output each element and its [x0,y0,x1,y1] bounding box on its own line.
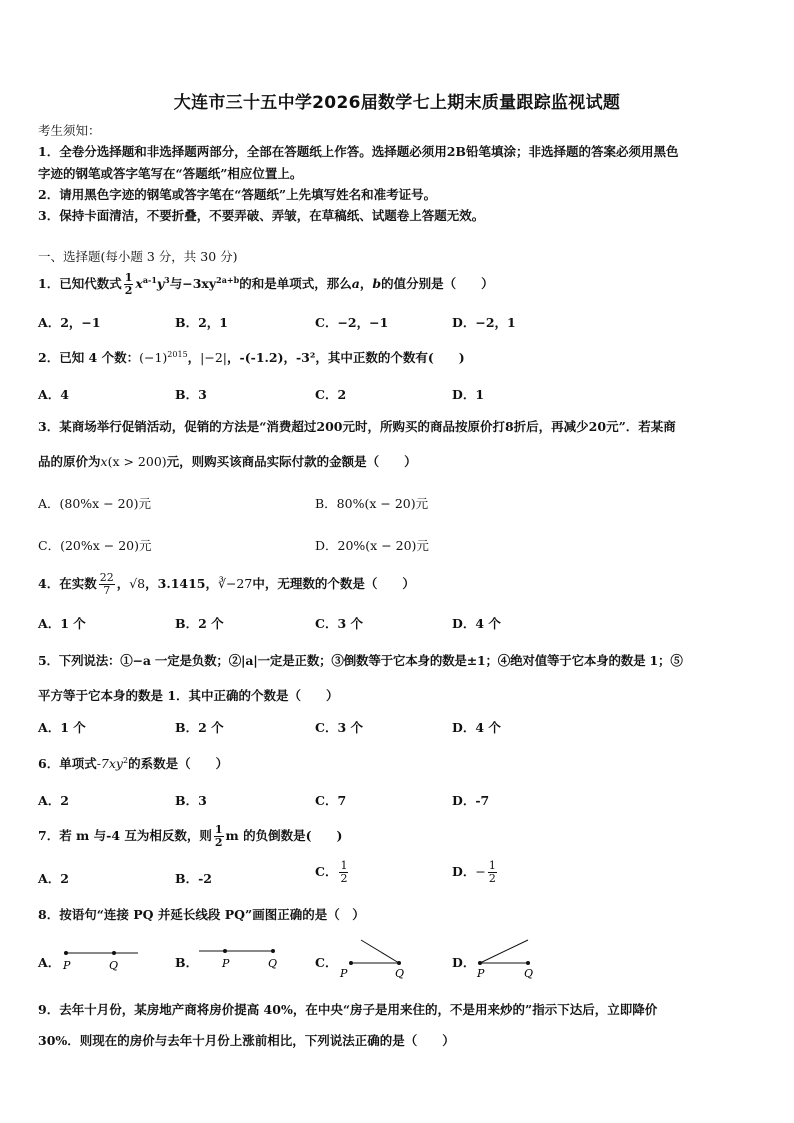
q8-option-d-label[interactable]: D． [452,955,476,970]
q4-option-d[interactable]: D．4 个 [452,616,501,631]
q8-option-a-label[interactable]: A． [38,955,61,970]
q6-option-c[interactable]: C．7 [315,793,347,808]
q2-option-a[interactable]: A．4 [38,387,69,402]
q4-fraction [99,572,115,597]
question-7-stem [38,824,342,849]
q8-a-label-p: P [63,959,71,972]
q2-expr1: (−1) [139,350,168,365]
q1-frac-num: 1 [124,271,133,284]
q7-frac-den: 2 [214,836,223,849]
question-6-stem [38,754,228,772]
q2-pre: 2．已知 4 个数： [38,350,140,365]
q3-var-x: x [100,454,108,469]
q4-sqrt8: √8 [129,576,146,591]
q2-rest: ，-(-1.2)，-3²，其中正数的个数有( ) [227,350,465,365]
exam-title: 大连市三十五中学2026届数学七上期末质量跟踪监视试题 [173,93,621,113]
question-9-line1: 9．去年十月份，某房地产商将房价提高 40%，在中央“房子是用来住的，不是用来炒的”指示下达后，立即降价 [38,1002,658,1017]
q6-option-b[interactable]: B．3 [175,793,207,808]
q1-term1-xexp: a-1 [142,274,157,285]
q4-frac-num: 22 [99,571,114,584]
q7-option-a[interactable]: A．2 [38,871,69,886]
q1-pre: 1．已知代数式 [38,276,122,291]
q4-option-c[interactable]: C．3 个 [315,616,363,631]
q4-option-b[interactable]: B．2 个 [175,616,224,631]
q7-c-den: 2 [340,872,348,885]
q8-c-point-q [397,961,401,965]
q4-post: 中，无理数的个数是（ ） [252,576,415,591]
notice-item-3: 3．保持卡面清洁，不要折叠，不要弄破、弄皱，在草稿纸、试题卷上答题无效。 [38,208,485,223]
q1-post: 的和是单项式，那么 [239,276,352,291]
notice-item-1-cont: 字迹的钢笔或答字笔写在“答题纸”相应位置上。 [38,166,303,181]
q1-var-a: a [351,276,360,291]
notice-item-2: 2．请用黑色字迹的钢笔或答字笔在“答题纸”上先填写姓名和准考证号。 [38,187,437,202]
q2-expr2: |−2| [200,350,228,365]
q5-option-c[interactable]: C．3 个 [315,720,363,735]
q8-d-label-q: Q [524,967,534,980]
q7-option-d[interactable] [452,860,499,885]
q5-option-b[interactable]: B．2 个 [175,720,224,735]
section-heading: 一、选择题(每小题 3 分，共 30 分) [38,249,238,264]
q8-a-point-p [64,951,68,955]
q4-pre: 4．在实数 [38,576,97,591]
q7-c-num: 1 [340,859,348,872]
question-5-line1: 5．下列说法：①−a 一定是负数；②|a|一定是正数；③倒数等于它本身的数是±1；④绝对值等于它本身的数是 1；⑤ [38,653,683,668]
q4-sep1: ， [116,576,130,591]
q8-d-point-p [478,961,482,965]
question-5-line2: 平方等于它本身的数是 1．其中正确的个数是（ ） [38,688,339,703]
q1-term1-y: y [156,276,165,291]
q1-fraction [124,272,134,297]
q1-term2: −3xy [182,276,217,291]
q7-d-den: 2 [488,872,496,885]
q3-line2-post: 元，则购买该商品实际付款的金额是（ ） [166,454,417,469]
q6-monomial: -7xy [96,756,123,771]
question-9-line2: 30%．则现在的房价与去年十月份上涨前相比，下列说法正确的是（ ） [38,1033,455,1048]
q8-c-label-q: Q [395,967,405,980]
q4-cbrt: ∛−27 [217,576,253,591]
q7-pre: 7．若 m 与-4 互为相反数，则 [38,828,212,843]
q1-var-b: b [372,276,382,291]
q2-option-d[interactable]: D．1 [452,387,485,402]
q3-condition: (x > 200) [107,454,167,469]
q1-mid: 与 [169,276,183,291]
q8-b-label-q: Q [268,957,278,970]
q7-option-c-label: C． [315,864,338,879]
q6-post: 的系数是（ ） [128,756,229,771]
q8-b-point-q [271,949,275,953]
q1-frac-den: 2 [124,284,133,297]
q2-expr1-exp: 2015 [167,349,188,359]
question-8-stem: 8．按语句“连接 PQ 并延长线段 PQ”画图正确的是（ ） [38,907,365,922]
q3-line2-pre: 品的原价为 [38,454,101,469]
q5-option-a[interactable]: A．1 个 [38,720,86,735]
q6-pre: 6．单项式 [38,756,97,771]
q4-frac-den: 7 [103,584,111,597]
q8-c-ray [361,940,399,963]
q3-option-d[interactable]: D．20%(x − 20)元 [315,538,429,553]
q1-sep: ， [359,276,373,291]
q6-option-a[interactable]: A．2 [38,793,69,808]
question-2-stem [38,348,465,366]
q1-option-c[interactable]: C．−2，−1 [315,315,389,330]
q1-end: 的值分别是（ ） [381,276,494,291]
q8-b-point-p [223,949,227,953]
q4-mid: ，3.1415， [145,576,218,591]
q4-option-a[interactable]: A．1 个 [38,616,86,631]
q1-option-a[interactable]: A．2，−1 [38,315,101,330]
q6-option-d[interactable]: D．-7 [452,793,490,808]
q8-option-d-figure [470,935,550,980]
q8-option-c-figure [335,935,415,980]
q5-option-d[interactable]: D．4 个 [452,720,501,735]
q8-option-b-label[interactable]: B． [175,955,199,970]
q8-option-a-figure [58,940,143,975]
q8-option-b-figure [195,940,285,975]
q1-option-d[interactable]: D．−2，1 [452,315,516,330]
q7-option-d-fraction [488,860,497,885]
question-3-line1: 3．某商场举行促销活动，促销的方法是“消费超过200元时，所购买的商品按原价打8折后，再减少20元”．若某商 [38,419,676,434]
notice-heading: 考生须知： [38,123,101,138]
q8-a-point-q [112,951,116,955]
q1-option-b[interactable]: B．2，1 [175,315,228,330]
q7-option-c-fraction [339,860,348,885]
q2-option-b[interactable]: B．3 [175,387,207,402]
q3-option-a[interactable]: A．(80%x − 20)元 [38,496,151,511]
q8-c-point-p [349,961,353,965]
q8-d-label-p: P [477,967,485,980]
q2-option-c[interactable]: C．2 [315,387,347,402]
q1-term1-yexp: 3 [164,274,170,285]
question-4-stem [38,572,415,597]
q6-monomial-exp: 2 [123,755,129,765]
q7-option-b[interactable]: B．-2 [175,871,212,886]
q8-option-c-label[interactable]: C． [315,955,338,970]
question-1-stem [38,272,494,297]
q8-a-label-q: Q [109,959,119,972]
question-3-line2 [38,452,417,470]
q7-post: m 的负倒数是( ) [225,828,343,843]
q1-term2-exp: 2a+b [216,274,240,285]
q7-option-c[interactable] [315,860,350,885]
q7-option-d-sign: − [475,864,486,879]
q3-option-c[interactable]: C．(20%x − 20)元 [38,538,152,553]
q3-option-b[interactable]: B．80%(x − 20)元 [315,496,429,511]
q8-c-label-p: P [340,967,348,980]
q1-term1-x: x [135,276,143,291]
q8-d-ray [480,940,528,963]
q7-fraction [214,824,224,849]
q2-sep1: ， [187,350,201,365]
q8-b-label-p: P [222,957,230,970]
q7-d-num: 1 [488,859,496,872]
q7-option-d-label: D． [452,864,476,879]
q8-d-point-q [526,961,530,965]
notice-item-1: 1．全卷分选择题和非选择题两部分，全部在答题纸上作答。选择题必须用2B铅笔填涂；非选择题的答案必须用黑色 [38,144,679,159]
q7-frac-num: 1 [214,823,223,836]
